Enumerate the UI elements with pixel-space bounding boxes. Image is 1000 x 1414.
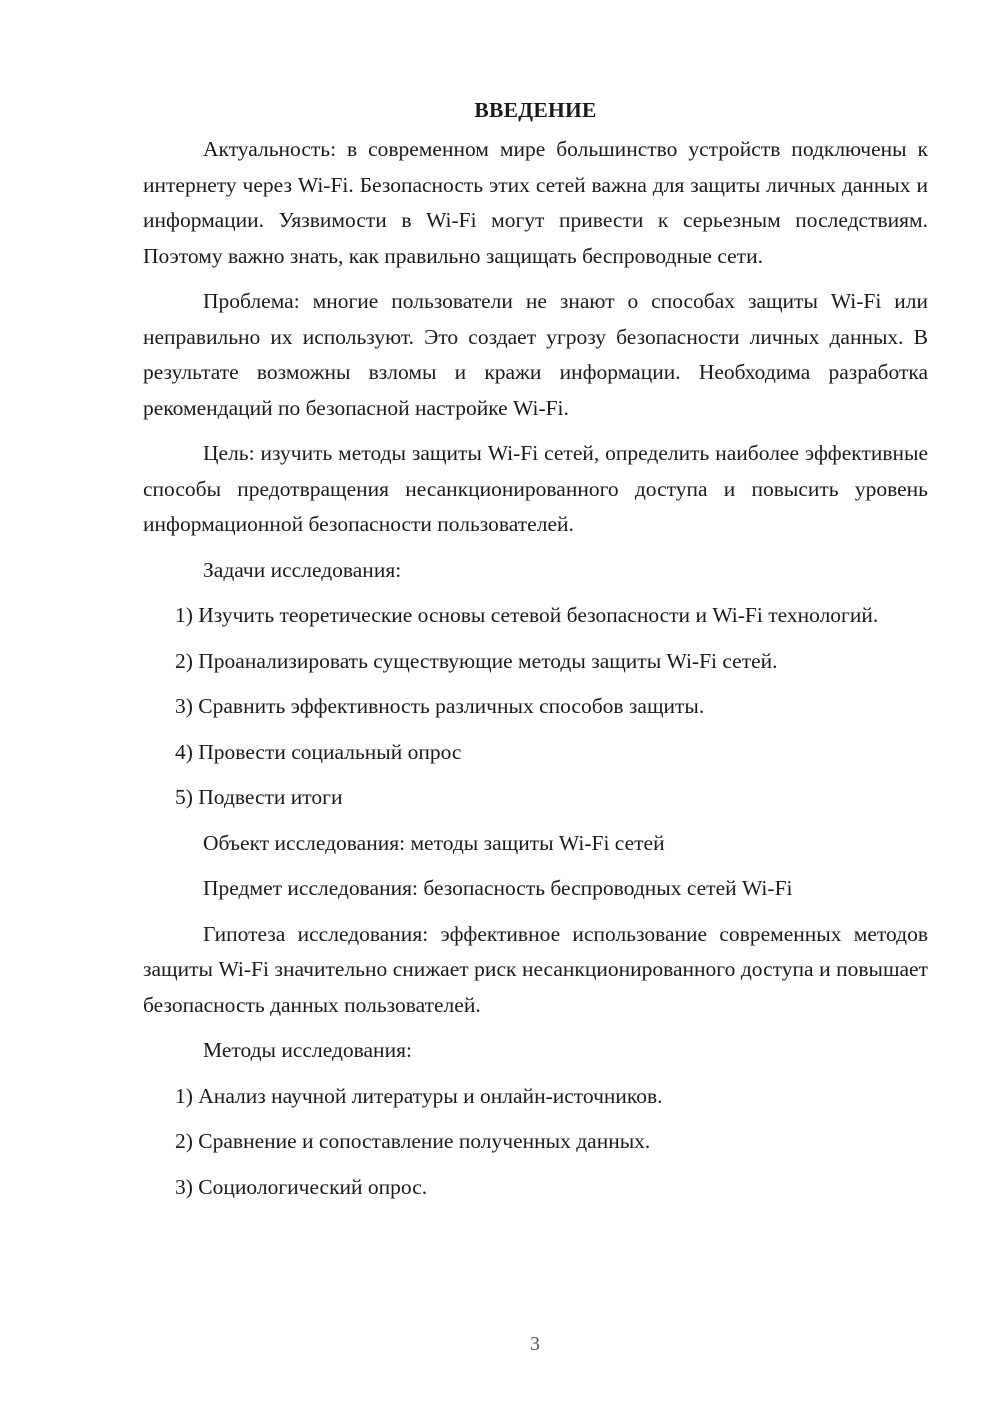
- problem-paragraph: Проблема: многие пользователи не знают о способах защиты Wi-Fi или неправильно их используют. Это создает угрозу безопасности личных данных. В результате возможны взломы и кражи информации. Необходима разработка рекомендаций по безопасной настройке Wi-Fi.: [143, 289, 928, 420]
- research-object: Объект исследования: методы защиты Wi-Fi сетей: [203, 830, 665, 855]
- method-item: 3) Социологический опрос.: [175, 1174, 428, 1199]
- page-number: 3: [530, 1333, 540, 1355]
- goal-paragraph: Цель: изучить методы защиты Wi-Fi сетей, определить наиболее эффективные способы предотвращения несанкционированного доступа и повысить уровень информационной безопасности пользователей.: [143, 441, 928, 536]
- method-item: 1) Анализ научной литературы и онлайн-источников.: [175, 1083, 663, 1108]
- document-page: [143, 95, 928, 1215]
- tasks-heading: Задачи исследования:: [203, 557, 402, 582]
- task-item: 5) Подвести итоги: [175, 785, 343, 809]
- task-item: 1) Изучить теоретические основы сетевой безопасности и Wi-Fi технологий.: [175, 603, 879, 627]
- methods-heading: Методы исследования:: [203, 1038, 412, 1062]
- research-subject: Предмет исследования: безопасность беспроводных сетей Wi-Fi: [203, 876, 793, 900]
- task-item: 3) Сравнить эффективность различных способов защиты.: [175, 694, 705, 718]
- hypothesis-paragraph: Гипотеза исследования: эффективное использование современных методов защиты Wi-Fi значительно снижает риск несанкционированного доступа и повышает безопасность данных пользователей.: [143, 921, 928, 1017]
- relevance-paragraph: Актуальность: в современном мире большинство устройств подключены к интернету через Wi-Fi. Безопасность этих сетей важна для защиты личных данных и информации. Уязвимости в Wi-Fi могут привести к серьезным последствиям. Поэтому важно знать, как правильно защищать беспроводные сети.: [143, 137, 928, 268]
- task-item: 2) Проанализировать существующие методы защиты Wi-Fi сетей.: [175, 648, 778, 673]
- method-item: 2) Сравнение и сопоставление полученных данных.: [175, 1129, 651, 1153]
- section-title: ВВЕДЕНИЕ: [474, 98, 597, 122]
- task-item: 4) Провести социальный опрос: [175, 739, 462, 764]
